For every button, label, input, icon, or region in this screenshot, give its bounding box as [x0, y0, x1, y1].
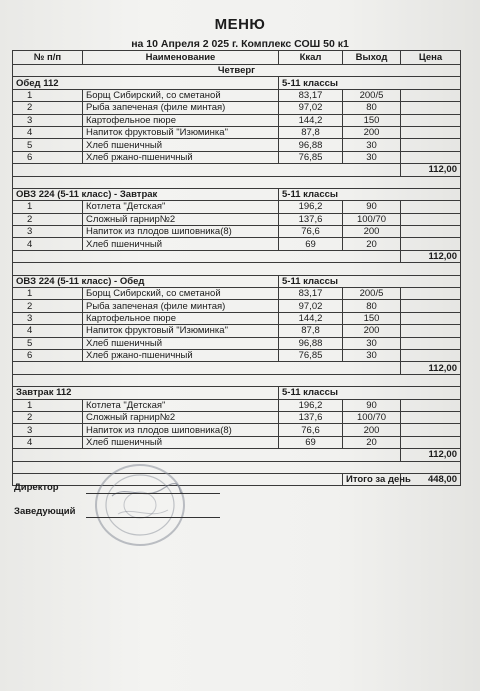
item-kcal: 97,02	[279, 300, 343, 312]
item-output: 200	[343, 325, 401, 337]
item-output: 150	[343, 114, 401, 126]
menu-item-row	[13, 424, 461, 436]
section-total-row	[13, 164, 461, 176]
section-total: 112,00	[401, 250, 461, 262]
total-spacer	[13, 449, 401, 461]
item-price	[401, 411, 461, 423]
menu-item-row	[13, 102, 461, 114]
item-output: 100/70	[343, 213, 401, 225]
item-output: 20	[343, 436, 401, 448]
item-number: 4	[13, 126, 83, 138]
item-price	[401, 238, 461, 250]
menu-item-row	[13, 151, 461, 163]
item-number: 2	[13, 102, 83, 114]
item-name: Хлеб пшеничный	[83, 337, 279, 349]
item-number: 2	[13, 300, 83, 312]
item-price	[401, 349, 461, 361]
menu-item-row	[13, 226, 461, 238]
section-classes: 5-11 классы	[279, 275, 461, 287]
total-spacer	[13, 250, 401, 262]
director-signature-line	[86, 493, 220, 494]
menu-item-row	[13, 399, 461, 411]
item-name: Сложный гарнир№2	[83, 411, 279, 423]
item-kcal: 87,8	[279, 325, 343, 337]
item-output: 80	[343, 300, 401, 312]
item-name: Котлета "Детская"	[83, 399, 279, 411]
item-output: 90	[343, 399, 401, 411]
day-total-row	[13, 473, 461, 485]
item-kcal: 69	[279, 238, 343, 250]
section-header-row	[13, 387, 461, 399]
item-number: 6	[13, 151, 83, 163]
item-output: 30	[343, 139, 401, 151]
item-name: Напиток из плодов шиповника(8)	[83, 226, 279, 238]
section-total-row	[13, 449, 461, 461]
item-kcal: 76,85	[279, 349, 343, 361]
item-output: 200/5	[343, 288, 401, 300]
section-gap-row	[13, 263, 461, 275]
item-number: 1	[13, 399, 83, 411]
item-price	[401, 114, 461, 126]
item-name: Рыба запеченая (филе минтая)	[83, 102, 279, 114]
gap-cell	[13, 263, 461, 275]
manager-signature-line	[86, 517, 220, 518]
item-output: 100/70	[343, 411, 401, 423]
item-kcal: 196,2	[279, 201, 343, 213]
item-number: 4	[13, 325, 83, 337]
section-header-row	[13, 188, 461, 200]
item-price	[401, 337, 461, 349]
menu-item-row	[13, 325, 461, 337]
item-name: Картофельное пюре	[83, 312, 279, 324]
item-output: 200	[343, 424, 401, 436]
item-price	[401, 102, 461, 114]
menu-item-row	[13, 288, 461, 300]
item-number: 2	[13, 213, 83, 225]
item-price	[401, 424, 461, 436]
menu-item-row	[13, 337, 461, 349]
item-output: 200	[343, 126, 401, 138]
item-kcal: 144,2	[279, 312, 343, 324]
total-spacer	[13, 164, 401, 176]
item-name: Хлеб пшеничный	[83, 139, 279, 151]
section-classes: 5-11 классы	[279, 188, 461, 200]
item-kcal: 97,02	[279, 102, 343, 114]
item-price	[401, 312, 461, 324]
section-total: 112,00	[401, 164, 461, 176]
item-number: 5	[13, 139, 83, 151]
item-name: Хлеб ржано-пшеничный	[83, 151, 279, 163]
menu-item-row	[13, 300, 461, 312]
section-gap-row	[13, 461, 461, 473]
section-total: 112,00	[401, 362, 461, 374]
item-kcal: 96,88	[279, 337, 343, 349]
item-kcal: 83,17	[279, 89, 343, 101]
menu-item-row	[13, 238, 461, 250]
section-classes: 5-11 классы	[279, 387, 461, 399]
item-price	[401, 288, 461, 300]
item-number: 3	[13, 424, 83, 436]
item-kcal: 83,17	[279, 288, 343, 300]
item-price	[401, 213, 461, 225]
item-number: 3	[13, 114, 83, 126]
section-name: Обед 112	[13, 77, 279, 89]
item-price	[401, 325, 461, 337]
section-name: Завтрак 112	[13, 387, 279, 399]
item-kcal: 144,2	[279, 114, 343, 126]
item-output: 200	[343, 226, 401, 238]
item-name: Хлеб ржано-пшеничный	[83, 349, 279, 361]
item-kcal: 76,6	[279, 424, 343, 436]
item-output: 150	[343, 312, 401, 324]
item-number: 2	[13, 411, 83, 423]
item-name: Картофельное пюре	[83, 114, 279, 126]
table-header-row	[13, 51, 461, 65]
section-gap-row	[13, 374, 461, 386]
item-kcal: 137,6	[279, 411, 343, 423]
item-number: 1	[13, 89, 83, 101]
item-name: Хлеб пшеничный	[83, 238, 279, 250]
item-price	[401, 436, 461, 448]
item-number: 5	[13, 337, 83, 349]
item-name: Борщ Сибирский, со сметаной	[83, 288, 279, 300]
item-kcal: 137,6	[279, 213, 343, 225]
item-number: 4	[13, 436, 83, 448]
section-name: ОВЗ 224 (5-11 класс) - Завтрак	[13, 188, 279, 200]
menu-item-row	[13, 89, 461, 101]
day-row	[13, 65, 461, 77]
item-kcal: 69	[279, 436, 343, 448]
day-total-value: 448,00	[401, 473, 461, 485]
item-kcal: 87,8	[279, 126, 343, 138]
item-number: 1	[13, 201, 83, 213]
item-output: 90	[343, 201, 401, 213]
item-name: Котлета "Детская"	[83, 201, 279, 213]
column-header-name: Наименование	[83, 51, 279, 65]
item-price	[401, 139, 461, 151]
manager-label: Заведующий	[14, 506, 76, 517]
menu-item-row	[13, 213, 461, 225]
item-price	[401, 201, 461, 213]
item-name: Хлеб пшеничный	[83, 436, 279, 448]
item-price	[401, 126, 461, 138]
menu-item-row	[13, 349, 461, 361]
menu-item-row	[13, 312, 461, 324]
menu-item-row	[13, 411, 461, 423]
item-output: 30	[343, 337, 401, 349]
item-price	[401, 399, 461, 411]
gap-cell	[13, 374, 461, 386]
item-kcal: 96,88	[279, 139, 343, 151]
menu-item-row	[13, 114, 461, 126]
menu-subtitle: на 10 Апреля 2 025 г. Комплекс СОШ 50 к1	[131, 38, 349, 50]
item-number: 4	[13, 238, 83, 250]
section-name: ОВЗ 224 (5-11 класс) - Обед	[13, 275, 279, 287]
section-total-row	[13, 362, 461, 374]
item-output: 80	[343, 102, 401, 114]
item-output: 20	[343, 238, 401, 250]
item-number: 1	[13, 288, 83, 300]
menu-item-row	[13, 139, 461, 151]
gap-cell	[13, 461, 461, 473]
menu-table	[12, 50, 461, 486]
section-classes: 5-11 классы	[279, 77, 461, 89]
menu-item-row	[13, 201, 461, 213]
total-spacer	[13, 362, 401, 374]
column-header-number: № п/п	[13, 51, 83, 65]
item-name: Напиток фруктовый "Изюминка"	[83, 325, 279, 337]
item-name: Рыба запеченая (филе минтая)	[83, 300, 279, 312]
column-header-output: Выход	[343, 51, 401, 65]
section-header-row	[13, 275, 461, 287]
round-stamp	[92, 462, 188, 548]
menu-item-row	[13, 126, 461, 138]
item-name: Напиток из плодов шиповника(8)	[83, 424, 279, 436]
item-kcal: 76,6	[279, 226, 343, 238]
director-label: Директор	[14, 482, 59, 493]
item-number: 6	[13, 349, 83, 361]
day-label: Четверг	[13, 65, 461, 77]
item-name: Сложный гарнир№2	[83, 213, 279, 225]
item-output: 30	[343, 349, 401, 361]
item-output: 30	[343, 151, 401, 163]
column-header-price: Цена	[401, 51, 461, 65]
menu-title: МЕНЮ	[214, 16, 266, 33]
section-total-row	[13, 250, 461, 262]
menu-item-row	[13, 436, 461, 448]
item-name: Борщ Сибирский, со сметаной	[83, 89, 279, 101]
gap-cell	[13, 176, 461, 188]
item-number: 3	[13, 312, 83, 324]
item-name: Напиток фруктовый "Изюминка"	[83, 126, 279, 138]
item-kcal: 76,85	[279, 151, 343, 163]
item-number: 3	[13, 226, 83, 238]
section-total: 112,00	[401, 449, 461, 461]
section-gap-row	[13, 176, 461, 188]
item-price	[401, 300, 461, 312]
item-output: 200/5	[343, 89, 401, 101]
item-price	[401, 89, 461, 101]
day-total-label: Итого за день	[343, 473, 401, 485]
item-price	[401, 226, 461, 238]
section-header-row	[13, 77, 461, 89]
column-header-kcal: Ккал	[279, 51, 343, 65]
item-kcal: 196,2	[279, 399, 343, 411]
item-price	[401, 151, 461, 163]
